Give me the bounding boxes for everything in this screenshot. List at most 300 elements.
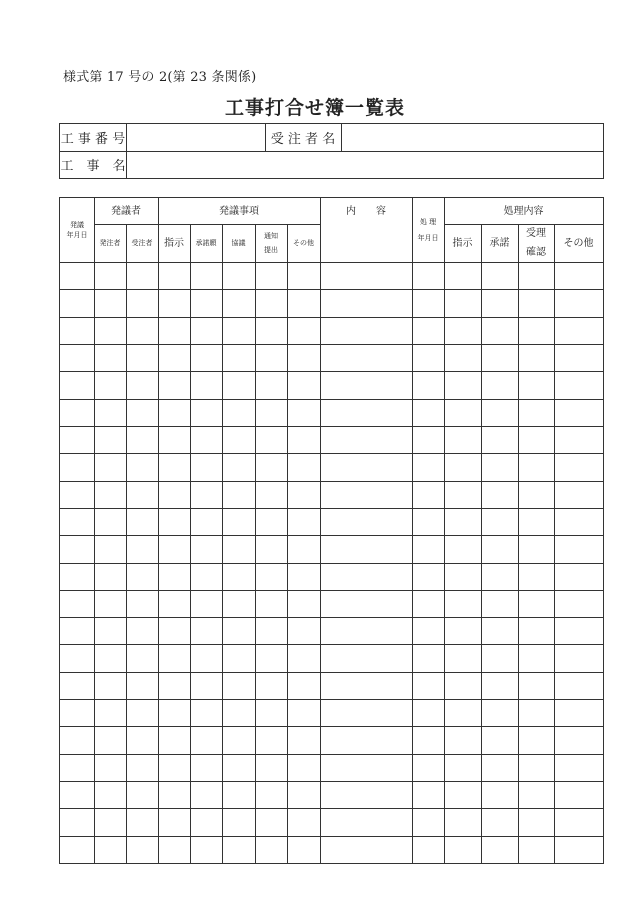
table-cell[interactable]	[190, 481, 222, 508]
table-cell[interactable]	[320, 317, 412, 344]
table-cell[interactable]	[412, 590, 444, 617]
table-cell[interactable]	[481, 508, 518, 535]
table-cell[interactable]	[60, 426, 94, 453]
table-cell[interactable]	[518, 617, 554, 644]
table-cell[interactable]	[255, 453, 287, 481]
table-cell[interactable]	[255, 726, 287, 754]
table-cell[interactable]	[94, 508, 126, 535]
table-cell[interactable]	[412, 644, 444, 672]
table-cell[interactable]	[518, 371, 554, 399]
table-cell[interactable]	[94, 617, 126, 644]
table-cell[interactable]	[222, 426, 255, 453]
table-cell[interactable]	[255, 672, 287, 699]
table-cell[interactable]	[412, 453, 444, 481]
table-cell[interactable]	[158, 453, 190, 481]
table-cell[interactable]	[190, 672, 222, 699]
table-cell[interactable]	[158, 535, 190, 563]
table-cell[interactable]	[60, 508, 94, 535]
table-cell[interactable]	[320, 399, 412, 426]
table-cell[interactable]	[444, 289, 481, 317]
table-cell[interactable]	[554, 617, 603, 644]
table-cell[interactable]	[126, 726, 158, 754]
table-cell[interactable]	[222, 535, 255, 563]
table-cell[interactable]	[222, 262, 255, 289]
table-cell[interactable]	[94, 726, 126, 754]
table-cell[interactable]	[60, 453, 94, 481]
table-cell[interactable]	[60, 617, 94, 644]
table-cell[interactable]	[126, 344, 158, 371]
table-cell[interactable]	[126, 399, 158, 426]
table-cell[interactable]	[190, 535, 222, 563]
table-cell[interactable]	[518, 426, 554, 453]
table-cell[interactable]	[255, 289, 287, 317]
table-cell[interactable]	[518, 781, 554, 808]
table-cell[interactable]	[222, 453, 255, 481]
table-cell[interactable]	[481, 781, 518, 808]
table-cell[interactable]	[190, 754, 222, 781]
table-cell[interactable]	[255, 754, 287, 781]
table-cell[interactable]	[222, 672, 255, 699]
table-cell[interactable]	[190, 262, 222, 289]
table-cell[interactable]	[222, 836, 255, 863]
table-cell[interactable]	[412, 508, 444, 535]
table-cell[interactable]	[518, 344, 554, 371]
table-cell[interactable]	[320, 289, 412, 317]
table-cell[interactable]	[554, 426, 603, 453]
table-cell[interactable]	[481, 426, 518, 453]
table-cell[interactable]	[94, 289, 126, 317]
table-cell[interactable]	[554, 644, 603, 672]
construction-no-field[interactable]	[126, 124, 265, 151]
table-cell[interactable]	[412, 371, 444, 399]
table-cell[interactable]	[158, 399, 190, 426]
table-cell[interactable]	[554, 453, 603, 481]
table-cell[interactable]	[222, 808, 255, 836]
table-cell[interactable]	[554, 371, 603, 399]
table-cell[interactable]	[158, 426, 190, 453]
table-cell[interactable]	[518, 481, 554, 508]
table-cell[interactable]	[255, 535, 287, 563]
table-cell[interactable]	[190, 344, 222, 371]
table-cell[interactable]	[158, 508, 190, 535]
table-cell[interactable]	[412, 262, 444, 289]
table-cell[interactable]	[190, 563, 222, 590]
table-cell[interactable]	[518, 726, 554, 754]
table-cell[interactable]	[255, 481, 287, 508]
table-cell[interactable]	[94, 699, 126, 726]
table-cell[interactable]	[320, 836, 412, 863]
table-cell[interactable]	[444, 617, 481, 644]
table-cell[interactable]	[481, 590, 518, 617]
table-cell[interactable]	[190, 289, 222, 317]
table-cell[interactable]	[190, 644, 222, 672]
table-cell[interactable]	[126, 535, 158, 563]
table-cell[interactable]	[518, 508, 554, 535]
construction-name-field[interactable]	[126, 151, 603, 178]
table-cell[interactable]	[412, 317, 444, 344]
table-cell[interactable]	[158, 699, 190, 726]
table-cell[interactable]	[126, 590, 158, 617]
table-cell[interactable]	[255, 699, 287, 726]
table-cell[interactable]	[60, 808, 94, 836]
table-cell[interactable]	[481, 563, 518, 590]
table-cell[interactable]	[222, 371, 255, 399]
table-cell[interactable]	[320, 453, 412, 481]
table-cell[interactable]	[60, 563, 94, 590]
table-cell[interactable]	[126, 317, 158, 344]
table-cell[interactable]	[444, 535, 481, 563]
table-cell[interactable]	[126, 563, 158, 590]
table-cell[interactable]	[320, 262, 412, 289]
table-cell[interactable]	[94, 563, 126, 590]
table-cell[interactable]	[60, 289, 94, 317]
table-cell[interactable]	[554, 399, 603, 426]
table-cell[interactable]	[320, 344, 412, 371]
table-cell[interactable]	[126, 644, 158, 672]
table-cell[interactable]	[554, 836, 603, 863]
table-cell[interactable]	[481, 836, 518, 863]
table-cell[interactable]	[255, 808, 287, 836]
table-cell[interactable]	[222, 617, 255, 644]
table-cell[interactable]	[60, 726, 94, 754]
table-cell[interactable]	[320, 726, 412, 754]
table-cell[interactable]	[412, 563, 444, 590]
table-cell[interactable]	[287, 563, 320, 590]
table-cell[interactable]	[554, 262, 603, 289]
table-cell[interactable]	[287, 699, 320, 726]
table-cell[interactable]	[320, 371, 412, 399]
table-cell[interactable]	[287, 535, 320, 563]
table-cell[interactable]	[190, 317, 222, 344]
table-cell[interactable]	[518, 262, 554, 289]
table-cell[interactable]	[126, 808, 158, 836]
table-cell[interactable]	[320, 426, 412, 453]
table-cell[interactable]	[481, 371, 518, 399]
table-cell[interactable]	[320, 644, 412, 672]
table-cell[interactable]	[518, 590, 554, 617]
table-cell[interactable]	[412, 426, 444, 453]
table-cell[interactable]	[554, 508, 603, 535]
table-cell[interactable]	[554, 289, 603, 317]
table-cell[interactable]	[158, 781, 190, 808]
table-cell[interactable]	[94, 644, 126, 672]
table-cell[interactable]	[94, 808, 126, 836]
table-cell[interactable]	[158, 481, 190, 508]
table-cell[interactable]	[158, 590, 190, 617]
table-cell[interactable]	[94, 535, 126, 563]
table-cell[interactable]	[287, 808, 320, 836]
table-cell[interactable]	[255, 836, 287, 863]
table-cell[interactable]	[287, 344, 320, 371]
table-cell[interactable]	[554, 726, 603, 754]
table-cell[interactable]	[158, 289, 190, 317]
table-cell[interactable]	[126, 508, 158, 535]
table-cell[interactable]	[126, 672, 158, 699]
table-cell[interactable]	[287, 289, 320, 317]
table-cell[interactable]	[412, 481, 444, 508]
table-cell[interactable]	[287, 399, 320, 426]
table-cell[interactable]	[190, 453, 222, 481]
table-cell[interactable]	[287, 836, 320, 863]
table-cell[interactable]	[412, 699, 444, 726]
table-cell[interactable]	[444, 453, 481, 481]
table-cell[interactable]	[60, 699, 94, 726]
table-cell[interactable]	[190, 726, 222, 754]
table-cell[interactable]	[518, 754, 554, 781]
table-cell[interactable]	[222, 399, 255, 426]
table-cell[interactable]	[554, 781, 603, 808]
table-cell[interactable]	[158, 371, 190, 399]
table-cell[interactable]	[60, 399, 94, 426]
table-cell[interactable]	[287, 371, 320, 399]
table-cell[interactable]	[190, 399, 222, 426]
table-cell[interactable]	[287, 617, 320, 644]
table-cell[interactable]	[158, 808, 190, 836]
table-cell[interactable]	[60, 672, 94, 699]
table-cell[interactable]	[444, 836, 481, 863]
table-cell[interactable]	[444, 563, 481, 590]
table-cell[interactable]	[255, 344, 287, 371]
table-cell[interactable]	[444, 590, 481, 617]
table-cell[interactable]	[255, 644, 287, 672]
table-cell[interactable]	[518, 808, 554, 836]
table-cell[interactable]	[287, 453, 320, 481]
table-cell[interactable]	[60, 481, 94, 508]
table-cell[interactable]	[222, 754, 255, 781]
table-cell[interactable]	[444, 399, 481, 426]
table-cell[interactable]	[60, 262, 94, 289]
table-cell[interactable]	[554, 808, 603, 836]
table-cell[interactable]	[60, 836, 94, 863]
table-cell[interactable]	[320, 781, 412, 808]
table-cell[interactable]	[287, 781, 320, 808]
table-cell[interactable]	[94, 836, 126, 863]
table-cell[interactable]	[60, 754, 94, 781]
table-cell[interactable]	[481, 535, 518, 563]
table-cell[interactable]	[158, 317, 190, 344]
table-cell[interactable]	[481, 754, 518, 781]
table-cell[interactable]	[444, 317, 481, 344]
table-cell[interactable]	[222, 699, 255, 726]
table-cell[interactable]	[554, 535, 603, 563]
table-cell[interactable]	[412, 535, 444, 563]
table-cell[interactable]	[60, 535, 94, 563]
table-cell[interactable]	[94, 399, 126, 426]
table-cell[interactable]	[320, 699, 412, 726]
table-cell[interactable]	[158, 672, 190, 699]
table-cell[interactable]	[60, 644, 94, 672]
table-cell[interactable]	[222, 563, 255, 590]
table-cell[interactable]	[60, 590, 94, 617]
table-cell[interactable]	[94, 453, 126, 481]
table-cell[interactable]	[94, 754, 126, 781]
table-cell[interactable]	[190, 781, 222, 808]
table-cell[interactable]	[444, 754, 481, 781]
table-cell[interactable]	[518, 317, 554, 344]
table-cell[interactable]	[287, 508, 320, 535]
table-cell[interactable]	[481, 644, 518, 672]
table-cell[interactable]	[412, 672, 444, 699]
table-cell[interactable]	[518, 563, 554, 590]
table-cell[interactable]	[255, 399, 287, 426]
table-cell[interactable]	[518, 289, 554, 317]
table-cell[interactable]	[481, 699, 518, 726]
table-cell[interactable]	[518, 836, 554, 863]
table-cell[interactable]	[126, 289, 158, 317]
table-cell[interactable]	[287, 754, 320, 781]
table-cell[interactable]	[255, 563, 287, 590]
table-cell[interactable]	[320, 563, 412, 590]
table-cell[interactable]	[60, 781, 94, 808]
table-cell[interactable]	[412, 289, 444, 317]
table-cell[interactable]	[126, 617, 158, 644]
table-cell[interactable]	[320, 535, 412, 563]
table-cell[interactable]	[444, 508, 481, 535]
table-cell[interactable]	[554, 672, 603, 699]
table-cell[interactable]	[255, 317, 287, 344]
table-cell[interactable]	[412, 836, 444, 863]
table-cell[interactable]	[481, 808, 518, 836]
table-cell[interactable]	[412, 808, 444, 836]
table-cell[interactable]	[158, 644, 190, 672]
table-cell[interactable]	[481, 672, 518, 699]
table-cell[interactable]	[126, 754, 158, 781]
table-cell[interactable]	[287, 590, 320, 617]
table-cell[interactable]	[412, 344, 444, 371]
table-cell[interactable]	[222, 344, 255, 371]
table-cell[interactable]	[255, 781, 287, 808]
table-cell[interactable]	[126, 699, 158, 726]
table-cell[interactable]	[412, 754, 444, 781]
table-cell[interactable]	[222, 508, 255, 535]
table-cell[interactable]	[444, 481, 481, 508]
table-cell[interactable]	[320, 808, 412, 836]
table-cell[interactable]	[554, 317, 603, 344]
table-cell[interactable]	[94, 426, 126, 453]
table-cell[interactable]	[126, 262, 158, 289]
table-cell[interactable]	[255, 371, 287, 399]
table-cell[interactable]	[222, 317, 255, 344]
table-cell[interactable]	[444, 781, 481, 808]
table-cell[interactable]	[287, 262, 320, 289]
table-cell[interactable]	[255, 617, 287, 644]
table-cell[interactable]	[481, 726, 518, 754]
table-cell[interactable]	[554, 481, 603, 508]
table-cell[interactable]	[94, 481, 126, 508]
table-cell[interactable]	[158, 617, 190, 644]
table-cell[interactable]	[287, 426, 320, 453]
table-cell[interactable]	[412, 781, 444, 808]
table-cell[interactable]	[518, 399, 554, 426]
table-cell[interactable]	[444, 808, 481, 836]
table-cell[interactable]	[518, 535, 554, 563]
table-cell[interactable]	[255, 590, 287, 617]
table-cell[interactable]	[554, 699, 603, 726]
table-cell[interactable]	[190, 508, 222, 535]
table-cell[interactable]	[94, 590, 126, 617]
table-cell[interactable]	[126, 481, 158, 508]
table-cell[interactable]	[60, 371, 94, 399]
table-cell[interactable]	[126, 453, 158, 481]
table-cell[interactable]	[222, 590, 255, 617]
table-cell[interactable]	[412, 617, 444, 644]
table-cell[interactable]	[222, 289, 255, 317]
table-cell[interactable]	[158, 563, 190, 590]
table-cell[interactable]	[255, 426, 287, 453]
table-cell[interactable]	[94, 371, 126, 399]
table-cell[interactable]	[158, 726, 190, 754]
table-cell[interactable]	[444, 699, 481, 726]
table-cell[interactable]	[444, 426, 481, 453]
table-cell[interactable]	[481, 453, 518, 481]
table-cell[interactable]	[190, 426, 222, 453]
table-cell[interactable]	[518, 672, 554, 699]
table-cell[interactable]	[444, 644, 481, 672]
table-cell[interactable]	[94, 672, 126, 699]
table-cell[interactable]	[320, 754, 412, 781]
table-cell[interactable]	[444, 371, 481, 399]
table-cell[interactable]	[158, 344, 190, 371]
table-cell[interactable]	[481, 344, 518, 371]
table-cell[interactable]	[481, 617, 518, 644]
table-cell[interactable]	[481, 262, 518, 289]
table-cell[interactable]	[94, 317, 126, 344]
table-cell[interactable]	[481, 317, 518, 344]
table-cell[interactable]	[158, 836, 190, 863]
table-cell[interactable]	[126, 426, 158, 453]
table-cell[interactable]	[518, 644, 554, 672]
table-cell[interactable]	[320, 590, 412, 617]
table-cell[interactable]	[94, 262, 126, 289]
table-cell[interactable]	[554, 754, 603, 781]
table-cell[interactable]	[222, 644, 255, 672]
table-cell[interactable]	[444, 344, 481, 371]
table-cell[interactable]	[255, 262, 287, 289]
table-cell[interactable]	[222, 781, 255, 808]
table-cell[interactable]	[481, 481, 518, 508]
table-cell[interactable]	[444, 726, 481, 754]
table-cell[interactable]	[287, 726, 320, 754]
table-cell[interactable]	[320, 672, 412, 699]
table-cell[interactable]	[320, 617, 412, 644]
table-cell[interactable]	[287, 317, 320, 344]
table-cell[interactable]	[190, 617, 222, 644]
table-cell[interactable]	[222, 726, 255, 754]
contractor-name-field[interactable]	[341, 124, 603, 151]
table-cell[interactable]	[554, 590, 603, 617]
table-cell[interactable]	[320, 481, 412, 508]
table-cell[interactable]	[320, 508, 412, 535]
table-cell[interactable]	[94, 344, 126, 371]
table-cell[interactable]	[287, 672, 320, 699]
table-cell[interactable]	[287, 481, 320, 508]
table-cell[interactable]	[190, 590, 222, 617]
table-cell[interactable]	[60, 344, 94, 371]
table-cell[interactable]	[287, 644, 320, 672]
table-cell[interactable]	[126, 836, 158, 863]
table-cell[interactable]	[190, 808, 222, 836]
table-cell[interactable]	[60, 317, 94, 344]
table-cell[interactable]	[126, 781, 158, 808]
table-cell[interactable]	[190, 836, 222, 863]
table-cell[interactable]	[444, 262, 481, 289]
table-cell[interactable]	[481, 399, 518, 426]
table-cell[interactable]	[255, 508, 287, 535]
table-cell[interactable]	[554, 563, 603, 590]
table-cell[interactable]	[518, 699, 554, 726]
table-cell[interactable]	[412, 399, 444, 426]
table-cell[interactable]	[222, 481, 255, 508]
